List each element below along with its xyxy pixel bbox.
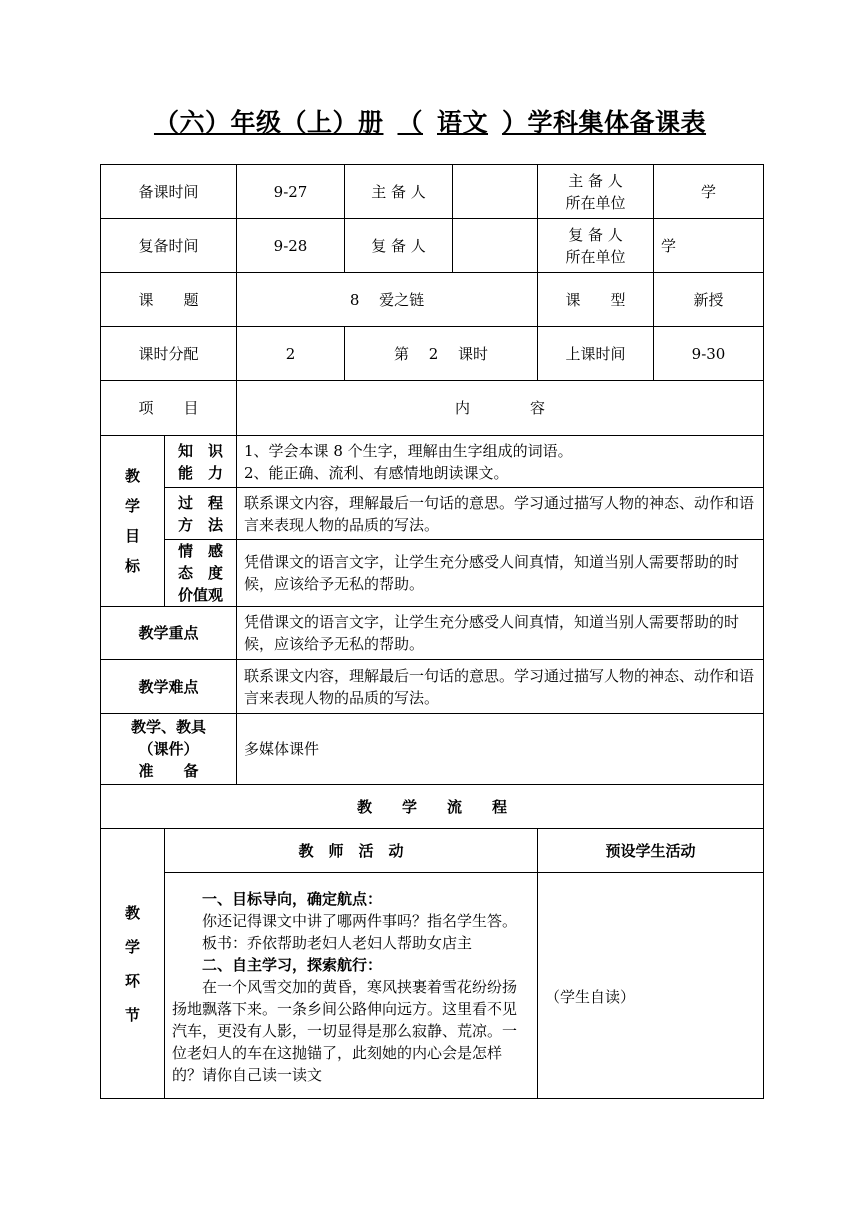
teacher-paragraph: 在一个风雪交加的黄昏，寒风挟裹着雪花纷纷扬扬地飘落下来。一条乡间公路伸向远方。这里看不见汽车，更没有人影，一切显得是那么寂静、荒凉。一位老妇人的车在这抛锚了，此刻她的内心会是怎样的？请你自己读一读文 — [172, 978, 518, 1084]
reprep-time-value: 9-28 — [237, 219, 345, 273]
emotion-label-line: 态 度 — [178, 564, 224, 582]
re-unit-value: 学 — [654, 219, 764, 273]
main-preparer-label: 主 备 人 — [345, 165, 453, 219]
process-label — [165, 488, 237, 540]
re-unit-label — [538, 219, 654, 273]
goals-label-char: 标 — [124, 557, 140, 575]
student-activity-text: （学生自读） — [545, 987, 636, 1006]
knowledge-label — [165, 436, 237, 488]
page-title — [0, 103, 860, 139]
process-label-line: 方 法 — [178, 515, 224, 534]
allocation-label: 课时分配 — [101, 327, 237, 381]
student-activity-header: 预设学生活动 — [538, 829, 764, 873]
item-label: 项 目 — [101, 381, 237, 436]
title-open: （ — [397, 108, 423, 137]
teacher-paragraph: 你还记得课文中讲了哪两件事吗？指名学生答。 — [202, 912, 518, 930]
knowledge-line: 1、学会本课 8 个生字，理解由生字组成的词语。 — [244, 441, 573, 460]
row-materials — [101, 714, 764, 785]
re-preparer-label: 复 备 人 — [345, 219, 453, 273]
materials-label-line: 准 备 — [138, 762, 199, 780]
row-allocation — [101, 327, 764, 381]
row-goal-emotion — [101, 540, 764, 607]
prep-time-value: 9-27 — [237, 165, 345, 219]
materials-label-line: 教学、教具 — [131, 718, 207, 736]
topic-label: 课 题 — [101, 273, 237, 327]
row-goal-process — [101, 488, 764, 540]
row-flow-content — [101, 873, 764, 1099]
emotion-label-line: 价值观 — [178, 586, 224, 604]
key-point-content: 凭借课文的语言文字，让学生充分感受人间真情，知道当别人需要帮助的时候，应该给予无私的帮助。 — [237, 607, 764, 660]
main-unit-label-line: 所在单位 — [565, 193, 626, 212]
row-topic — [101, 273, 764, 327]
re-unit-label-line: 复 备 人 — [568, 225, 623, 244]
difficulty-content: 联系课文内容，理解最后一句话的意思。学习通过描写人物的神态、动作和语言来表现人物的品质的写法。 — [237, 660, 764, 714]
stage-label-char: 学 — [124, 937, 140, 956]
title-subject: 语文 — [437, 108, 489, 137]
type-value: 新授 — [654, 273, 764, 327]
title-grade: （六）年级（上）册 — [153, 108, 384, 137]
period-value: 第 2 课时 — [345, 327, 538, 381]
row-section-header — [101, 381, 764, 436]
row-flow-headers — [101, 829, 764, 873]
allocation-value: 2 — [237, 327, 345, 381]
teacher-step-heading: 二、自主学习，探索航行： — [202, 956, 383, 974]
emotion-label — [165, 540, 237, 607]
row-flow-title — [101, 785, 764, 829]
emotion-label-line: 情 感 — [178, 542, 224, 560]
goals-label-char: 教 — [124, 467, 140, 485]
type-label: 课 型 — [538, 273, 654, 327]
stage-label-char: 环 — [124, 971, 140, 990]
main-unit-value: 学 — [654, 165, 764, 219]
knowledge-label-line: 知 识 — [178, 441, 224, 460]
main-preparer-value — [453, 165, 538, 219]
row-reprep — [101, 219, 764, 273]
materials-content: 多媒体课件 — [237, 714, 764, 785]
teacher-activity-header: 教 师 活 动 — [165, 829, 538, 873]
lesson-plan-table — [100, 164, 764, 1099]
knowledge-line: 2、能正确、流利、有感情地朗读课文。 — [244, 463, 509, 482]
teacher-activity-content — [165, 873, 538, 1099]
flow-title: 教 学 流 程 — [101, 785, 764, 829]
key-point-label: 教学重点 — [101, 607, 237, 660]
difficulty-label: 教学难点 — [101, 660, 237, 714]
topic-value: 8 爱之链 — [237, 273, 538, 327]
prep-time-label: 备课时间 — [101, 165, 237, 219]
process-label-line: 过 程 — [178, 493, 224, 512]
goals-label-char: 学 — [124, 497, 140, 515]
row-goal-knowledge — [101, 436, 764, 488]
row-key-point — [101, 607, 764, 660]
materials-label-line: （课件） — [138, 740, 199, 758]
re-unit-label-line: 所在单位 — [565, 247, 626, 266]
row-difficulty — [101, 660, 764, 714]
row-prep — [101, 165, 764, 219]
content-label: 内 容 — [237, 381, 764, 436]
process-content: 联系课文内容，理解最后一句话的意思。学习通过描写人物的神态、动作和语言来表现人物的品质的写法。 — [237, 488, 764, 540]
main-unit-label-line: 主 备 人 — [568, 171, 623, 190]
main-unit-label — [538, 165, 654, 219]
materials-label — [101, 714, 237, 785]
emotion-content: 凭借课文的语言文字，让学生充分感受人间真情，知道当别人需要帮助的时候，应该给予无私的帮助。 — [237, 540, 764, 607]
student-activity-content — [538, 873, 764, 1099]
stage-label — [101, 829, 165, 1099]
teacher-paragraph: 板书：乔依帮助老妇人老妇人帮助女店主 — [202, 934, 473, 952]
stage-label-char: 节 — [124, 1005, 140, 1024]
title-close: ）学科集体备课表 — [502, 108, 707, 137]
re-preparer-value — [453, 219, 538, 273]
class-time-value: 9-30 — [654, 327, 764, 381]
goals-label — [101, 436, 165, 607]
class-time-label: 上课时间 — [538, 327, 654, 381]
goals-label-char: 目 — [124, 527, 140, 545]
teacher-step-heading: 一、目标导向，确定航点： — [202, 890, 383, 908]
knowledge-content — [237, 436, 764, 488]
knowledge-label-line: 能 力 — [178, 463, 224, 482]
stage-label-char: 教 — [124, 903, 140, 922]
reprep-time-label: 复备时间 — [101, 219, 237, 273]
